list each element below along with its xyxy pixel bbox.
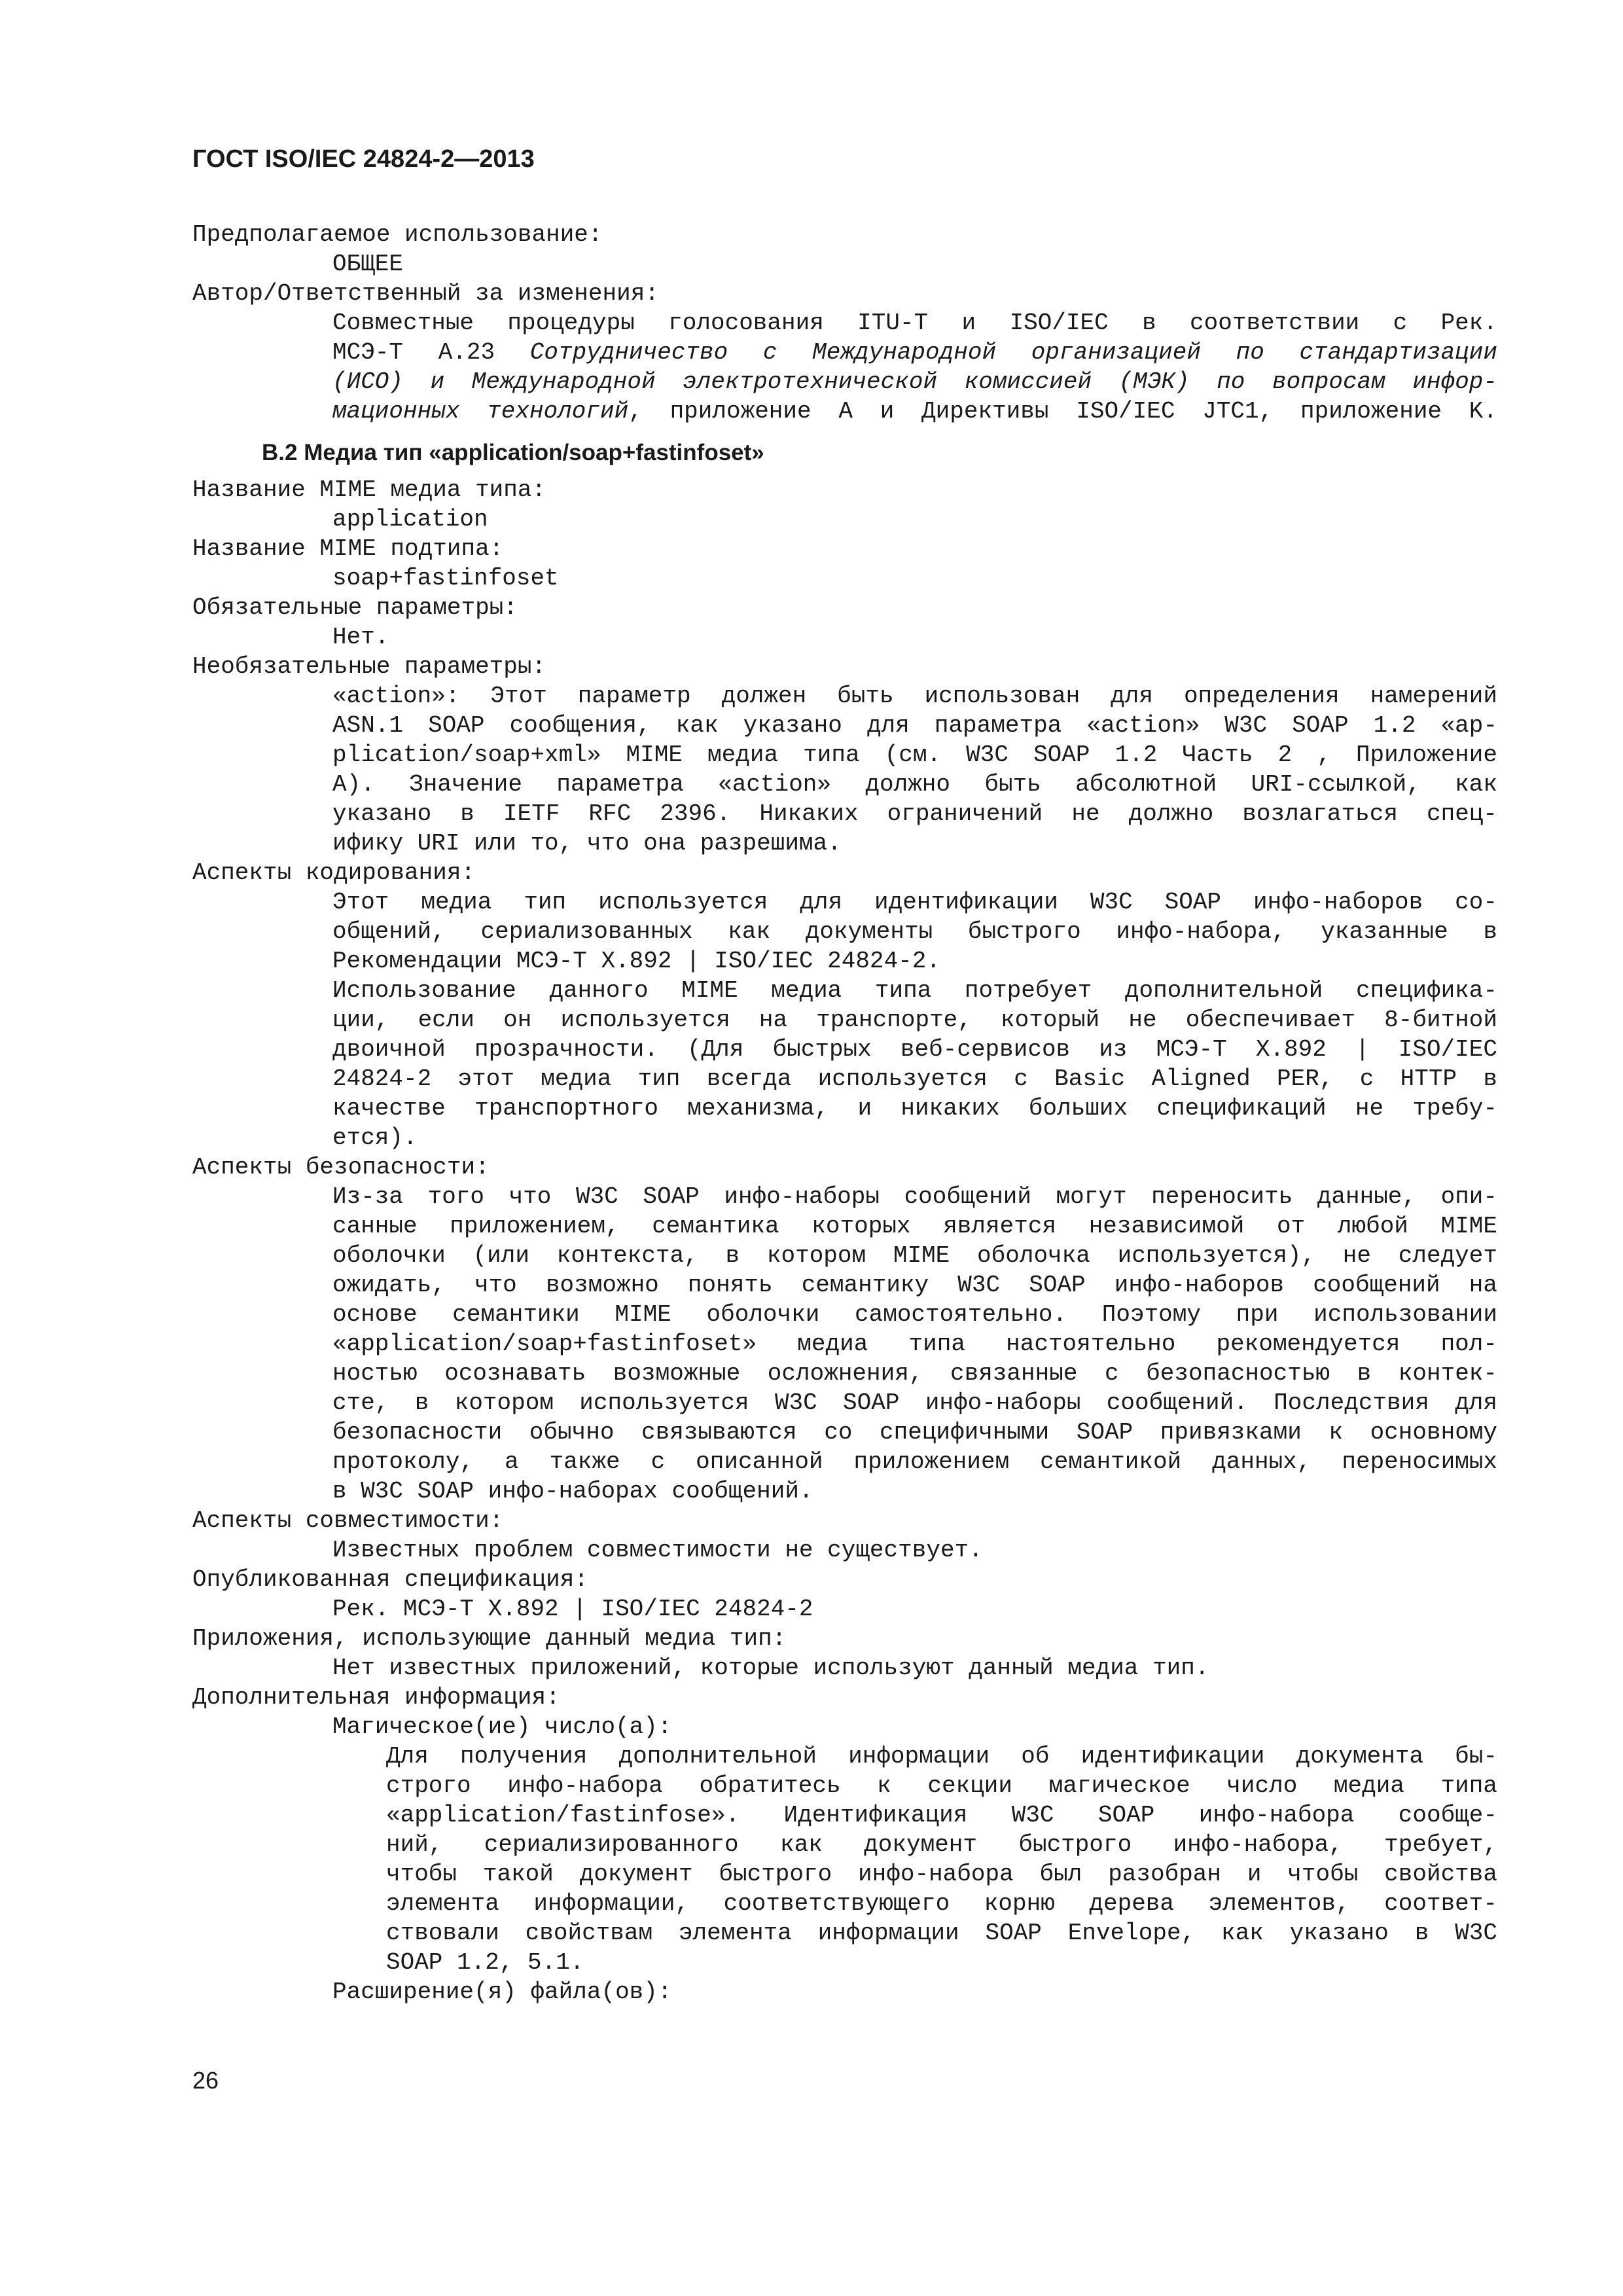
author-paragraph (332, 308, 1497, 426)
author-line: мационных технологий, приложение А и Директивы ISO/IEC JTC1, приложение K. (332, 398, 1497, 425)
apps-value: Нет известных приложений, которые используют данный медиа тип. (332, 1655, 1209, 1681)
mime-subtype-value: soap+fastinfoset (332, 565, 559, 592)
required-params-value: Нет. (332, 624, 389, 651)
document-body (192, 220, 1501, 2007)
published-value: Рек. МСЭ-Т X.892 | ISO/IEC 24824-2 (332, 1596, 813, 1623)
text-line: Этот медиа тип используется для идентификации W3C SOAP инфо-наборов со- (332, 889, 1497, 916)
text-line: чтобы такой документ быстрого инфо-набора был разобран и чтобы свойства (386, 1861, 1497, 1888)
text-line: ции, если он используется на транспорте, который не обеспечивает 8-битной (332, 1007, 1497, 1033)
text-line: ASN.1 SOAP сообщения, как указано для параметра «action» W3C SOAP 1.2 «ap- (332, 712, 1497, 739)
text-line: качестве транспортного механизма, и никаких больших спецификаций не требу- (332, 1095, 1497, 1122)
text-line: протоколу, а также с описанной приложением семантикой данных, переносимых (332, 1448, 1497, 1475)
magic-label: Магическое(ие) число(а): (332, 1713, 672, 1740)
text-line: «action»: Этот параметр должен быть использован для определения намерений (332, 683, 1497, 709)
encoding-paragraph-1 (332, 888, 1497, 976)
security-label: Аспекты безопасности: (192, 1154, 490, 1181)
mime-type-label: Название MIME медиа типа: (192, 476, 546, 503)
text-line: ностью осознавать возможные осложнения, связанные с безопасностью в контек- (332, 1360, 1497, 1387)
author-line: (ИСО) и Международной электротехнической комиссией (МЭК) по вопросам инфор- (332, 368, 1497, 395)
author-line: МСЭ-Т А.23 Сотрудничество с Международной организацией по стандартизации (332, 339, 1497, 366)
text-line: строго инфо-набора обратитесь к секции магическое число медиа типа (386, 1772, 1497, 1799)
mime-subtype-label: Название MIME подтипа: (192, 535, 504, 562)
document-header-title: ГОСТ ISO/IEC 24824-2—2013 (192, 145, 535, 173)
text-line: Рекомендации МСЭ-Т X.892 | ISO/IEC 24824-2. (332, 948, 940, 975)
text-line: 24824-2 этот медиа тип всегда используется с Basic Aligned PER, с HTTP в (332, 1066, 1497, 1092)
security-paragraph (332, 1182, 1497, 1506)
text-line: элемента информации, соответствующего корню дерева элементов, соответ- (386, 1890, 1497, 1917)
required-params-label: Обязательные параметры: (192, 594, 518, 621)
text-line: ется). (332, 1124, 418, 1151)
text-line: двоичной прозрачности. (Для быстрых веб-сервисов из МСЭ-Т X.892 | ISO/IEC (332, 1036, 1497, 1063)
optional-params-paragraph (332, 681, 1497, 858)
text-line: оболочки (или контекста, в котором MIME оболочка используется), не следует (332, 1242, 1497, 1269)
text-line: основе семантики MIME оболочки самостоятельно. Поэтому при использовании (332, 1301, 1497, 1328)
text-line: безопасности обычно связываются со специфичными SOAP привязками к основному (332, 1419, 1497, 1446)
compat-label: Аспекты совместимости: (192, 1507, 504, 1534)
additional-label: Дополнительная информация: (192, 1684, 560, 1711)
text-line: общений, сериализованных как документы быстрого инфо-набора, указанные в (332, 918, 1497, 945)
text-line: SOAP 1.2, 5.1. (386, 1949, 584, 1976)
compat-value: Известных проблем совместимости не существует. (332, 1537, 983, 1564)
author-line: Совместные процедуры голосования ITU-T и ISO/IEC в соответствии с Рек. (332, 310, 1497, 336)
optional-params-label: Необязательные параметры: (192, 653, 546, 680)
magic-paragraph (386, 1742, 1497, 1977)
intended-use-value: ОБЩЕЕ (332, 251, 404, 278)
text-line: Для получения дополнительной информации об идентификации документа бы- (386, 1743, 1497, 1770)
intended-use-label: Предполагаемое использование: (192, 221, 603, 248)
author-label: Автор/Ответственный за изменения: (192, 280, 659, 307)
text-line: ствовали свойствам элемента информации SOAP Envelope, как указано в W3C (386, 1920, 1497, 1946)
published-label: Опубликованная спецификация: (192, 1566, 588, 1593)
apps-label: Приложения, использующие данный медиа тип: (192, 1625, 787, 1652)
text-line: санные приложением, семантика которых является независимой от любой MIME (332, 1213, 1497, 1240)
extension-label: Расширение(я) файла(ов): (332, 1979, 672, 2005)
text-line: Использование данного MIME медиа типа потребует дополнительной спецификa- (332, 977, 1497, 1004)
encoding-label: Аспекты кодирования: (192, 859, 476, 886)
text-line: ожидать, что возможно понять семантику W3C SOAP инфо-наборов сообщений на (332, 1272, 1497, 1299)
text-line: А). Значение параметра «action» должно быть абсолютной URI-ссылкой, как (332, 771, 1497, 798)
section-title: B.2 Медиа тип «application/soap+fastinfoset» (262, 440, 764, 465)
text-line: «application/fastinfose». Идентификация W3C SOAP инфо-набора сообще- (386, 1802, 1497, 1829)
text-line: plication/soap+xml» MIME медиа типа (см. W3C SOAP 1.2 Часть 2 , Приложение (332, 742, 1497, 768)
mime-type-value: application (332, 506, 488, 533)
page-number: 26 (192, 2067, 219, 2094)
text-line: Из-за того что W3C SOAP инфо-наборы сообщений могут переносить данные, опи- (332, 1183, 1497, 1210)
encoding-paragraph-2 (332, 976, 1497, 1153)
text-line: ифику URI или то, что она разрешима. (332, 830, 842, 857)
text-line: в W3C SOAP инфо-наборах сообщений. (332, 1478, 813, 1505)
text-line: ний, сериализированного как документ быстрого инфо-набора, требует, (386, 1831, 1497, 1858)
text-line: «application/soap+fastinfoset» медиа типа настоятельно рекомендуется пол- (332, 1331, 1497, 1357)
text-line: сте, в котором используется W3C SOAP инфо-наборы сообщений. Последствия для (332, 1390, 1497, 1416)
text-line: указано в IETF RFC 2396. Никаких ограничений не должно возлагаться спец- (332, 800, 1497, 827)
